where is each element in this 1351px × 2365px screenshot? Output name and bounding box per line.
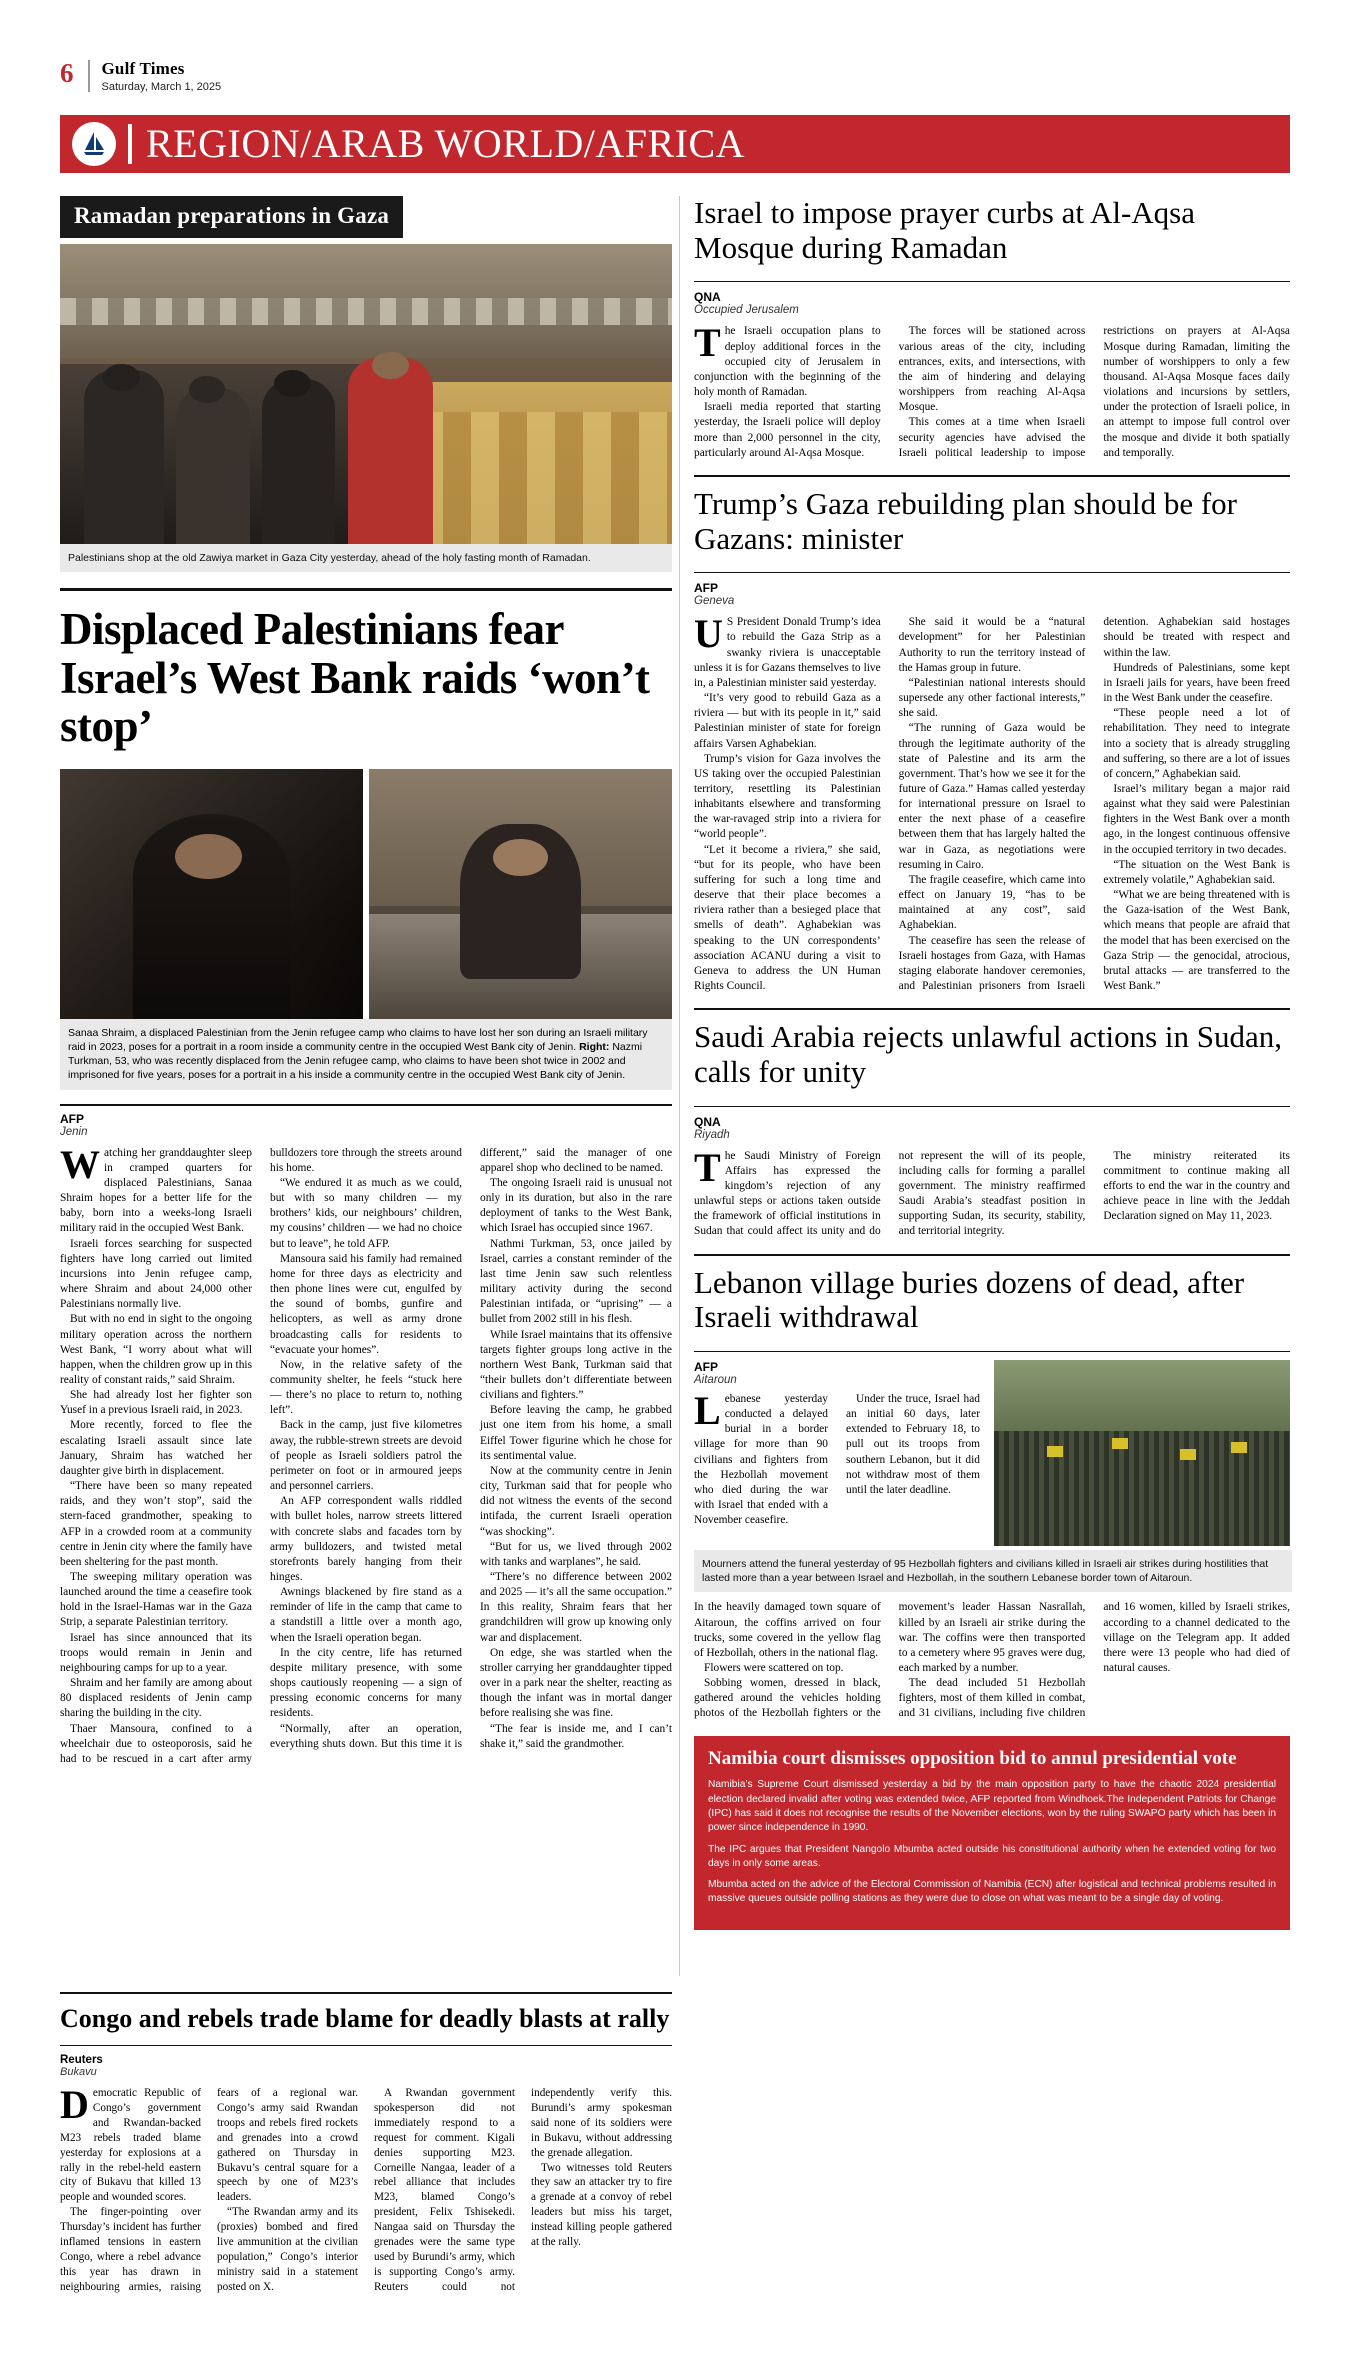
lebanon-photo-wrap [994,1360,1290,1546]
trump-para: “The situation on the West Bank is extremely volatile,” Aghabekian said. [1103,858,1290,886]
trump-para: The ceasefire has seen the release of Israeli hostages from Gaza, with Hamas staging elaborate handover ceremonies, and Palestinian prisoners from Israeli detention. Aghabekian said hostages should be treated with respect and within the law. [898,616,1290,993]
trump-para: Israel’s military began a major raid against what they said were Palestinian fighters in the West Bank over a month ago, in the longest continuous offensive in the occupied territory in two decades. [1103,783,1290,856]
section-banner [60,115,1290,173]
lebanon-para: In the heavily damaged town square of Aitaroun, the coffins arrived on four trucks, some covered in the yellow flag of Hezbollah, others in the national flag. [694,1601,881,1659]
namibia-para: Mbumba acted on the advice of the Electoral Commission of Namibia (ECN) after logistical and technical problems resulted in massive queues outside polling stations as they were due to close on what was meant to be a single day of voting. [708,1879,1276,1905]
congo-para: Two witnesses told Reuters they saw an attacker try to fire a grenade at a convoy of rebel leaders but miss his target, instead killing people gathered at the rally. [531,2161,672,2249]
ramadan-photo-block [60,196,672,572]
congo-para: “The Rwandan army and its (proxies) bombed and fired live ammunition at the civilian population,” Congo’s interior ministry said in a statement posted on X. [217,2206,358,2293]
alaqsa-para: The forces will be stationed across various areas of the city, including entrances, exits, and intersections, with the aim of hindering and delaying worshippers from reaching Al-Aqsa Mosque. [898,325,1086,414]
alaqsa-body [694,320,1290,460]
lead-para: The sweeping military operation was launched around the time a ceasefire took hold in the Israel-Hamas war in the Gaza Strip, a separate Palestinian territory. [60,1571,252,1629]
lebanon-photo-caption: Mourners attend the funeral yesterday of 95 Hezbollah fighters and civilians killed in Israeli air strikes during hostilities that lasted more than a year between Israel and Hezbollah, in the southern Lebanese border town of Aitaroun. [694,1550,1292,1592]
lead-para: Thaer Mansoura, confined to a wheelchair due to osteoporosis, said he had to be rescued in a cart after army bulldozers tore through the streets around his home. [60,1146,462,1765]
ramadan-kicker: Ramadan preparations in Gaza [60,196,403,238]
trump-para: “Let it become a riviera,” she said, “but for its people, who have been suffering for such a long time and deserve that their place becomes a riviera rather than a besieged place that smells of death”. Aghabekian was speaking to the UN correspondents’ association ACANU during a visit to Geneva to address the UN Human Rights Council. [694,843,881,993]
paper-name: Gulf Times [101,59,185,78]
saudi-para: The ministry reiterated its commitment to continue making all efforts to end the war in the country and achieve peace in line with the Jeddah Declaration signed on May 11, 2023. [1103,1149,1290,1223]
lead-para: She had already lost her fighter son Yusef in a previous Israeli raid, in 2023. [60,1389,252,1417]
lebanon-para: Under the truce, Israel had an initial 60 days, later extended to February 18, to pull out its troops from southern Lebanon, but it did not withdraw most of them until the later deadline. [846,1393,980,1496]
lead-para: “The fear is inside me, and I can’t shake it,” said the grandmother. [480,1722,672,1750]
lebanon-body-top [694,1388,980,1528]
lead-para: “There’s no difference between 2002 and 2025 — it’s all the same occupation.” In this reality, Shraim fears that her grandchildren will grow up knowing only war and displacement. [480,1571,672,1644]
alaqsa-byline [694,290,1290,316]
alaqsa-para: This comes at a time when Israeli security agencies have advised the Israeli political leadership to impose restrictions on prayers at Al-Aqsa Mosque during Ramadan, limiting the number of worshippers to only a few thousand. Al-Aqsa Mosque faces daily violations and incursions by settlers, under the protection of Israeli police, in an attempt to impose full control over the mosque and divide it both spatially and temporally. [898,325,1290,459]
lead-para: But with no end in sight to the ongoing military operation across the northern West Bank, “I worry about what will happen, when the children grow up in this reality of constant raids,” said Shraim. [60,1313,252,1386]
namibia-headline: Namibia court dismisses opposition bid to annul presidential vote [708,1747,1237,1769]
lebanon-para: The dead included 51 Hezbollah fighters, most of them killed in combat, and 31 civilians, including five children and 16 women, killed by Israeli strikes, according to a channel dedicated to the village on the Telegram app. It added there were 13 people who had died of natural causes. [898,1601,1290,1720]
lebanon-body-bottom [694,1600,1290,1721]
lebanon-funeral-photo [994,1360,1290,1546]
lebanon-dateline: Aitaroun [694,1374,737,1386]
lead-para: Nathmi Turkman, 53, once jailed by Israel, carries a constant reminder of the last time Jenin saw such relentless military activity during the second Palestinian intifada, or “uprising” — a bullet from 2002 still in his flesh. [480,1237,672,1326]
lead-para: Now, in the relative safety of the community shelter, he feels “stuck here — there’s no place to return to, nothing left”. [270,1358,462,1417]
lead-para: Shraim and her family are among about 80 displaced residents of Jenin camp sharing the building in the city. [60,1677,252,1720]
lead-para: Israel has since announced that its troops would remain in Jenin and neighbouring camps for up to a year. [60,1631,252,1674]
namibia-body [708,1778,1276,1913]
lead-para: Mansoura said his family had remained home for three days as electricity and then phone lines were cut, engulfed by the sound of bombs, gunfire and helicopters, as well as army drone broadcasting calls for residents to “evacuate your homes”. [270,1252,462,1356]
alaqsa-agency: QNA [694,290,721,305]
namibia-para: The IPC argues that President Nangolo Mbumba acted outside his constitutional authority when he extended voting for two days in only some areas. [708,1843,1276,1869]
column-divider [679,196,680,1976]
trump-headline: Trump’s Gaza rebuilding plan should be for Gazans: minister [694,485,1237,556]
lead-para: Israeli forces searching for suspected fighters have long carried out limited incursions into Jenin refugee camp, where Shraim and about 24,000 other Palestinians normally live. [60,1237,252,1311]
congo-agency: Reuters [60,2054,103,2067]
portrait-photo-left [60,769,363,1019]
lead-para: Now at the community centre in Jenin city, Turkman said that for people who did not witness the events of the second intifada, the current Israeli operation “was shocking”. [480,1464,672,1538]
congo-article [60,1992,672,2295]
banner-divider [128,124,132,164]
congo-rule [60,1992,672,1994]
ramadan-photo-caption: Palestinians shop at the old Zawiya market in Gaza City yesterday, ahead of the holy fasting month of Ramadan. [60,544,672,572]
congo-para: Democratic Republic of Congo’s government and Rwandan-backed M23 rebels traded blame yesterday for explosions at a rally in the rebel-held eastern city of Bukavu that killed 13 people and wounded scores. [60,2082,201,2204]
saudi-byline [694,1115,1290,1141]
saudi-headline: Saudi Arabia rejects unlawful actions in Sudan, calls for unity [694,1019,1283,1089]
trump-agency: AFP [694,581,718,596]
lead-caption-bold: Right: [579,1041,610,1054]
lebanon-rule [694,1254,1290,1266]
trump-para: “These people need a lot of rehabilitation. They need to integrate into a society that is already struggling and suffering, so there are a lot of issues of concern,” Aghabekian said. [1103,707,1290,780]
lebanon-headline: Lebanon village buries dozens of dead, after Israeli withdrawal [694,1264,1245,1335]
lead-photo-caption [60,1019,672,1090]
namibia-para: Namibia’s Supreme Court dismissed yesterday a bid by the main opposition party to have the chaotic 2024 presidential election declared invalid after voting was extended twice, AFP reported from Windhoek.The Independent Patriots for Change (IPC) has said it does not recognise the results of the November elections, won by the ruling SWAPO party which has been in power since independence in 1990. [708,1779,1276,1834]
lebanon-para: Flowers were scattered on top. [704,1661,844,1674]
alaqsa-dateline: Occupied Jerusalem [694,304,799,317]
trump-para: “What we are being threatened with is the Gaza-isation of the West Bank, which means that people are afraid that the model that has been exercised on the Gaza Strip — the genocidal, atrocious, brutal attacks — are transferred to the West Bank.” [1103,889,1290,993]
trump-para: Hundreds of Palestinians, some kept in Israeli jails for years, have been freed in the West Bank under the ceasefire. [1103,661,1290,705]
trump-para: She said it would be a “natural development” for her Palestinian Authority to run the territory instead of the Hamas group in future. [898,616,1086,674]
lead-para: More recently, forced to flee the escalating Israeli assault since late January, Shraim has watched her daughter give birth in displacement. [60,1419,252,1477]
lead-caption-part2: Nazmi Turkman, 53, who was recently displaced from the Jenin refugee camp, who claims to have been shot twice in 2002 and imprisoned for five years, poses for a portrait in a his inside a community centre in the occupied West Bank city of Jenin. [68,1041,643,1082]
alaqsa-para: The Israeli occupation plans to deploy additional forces in the occupied city of Jerusalem in conjunction with the beginning of the holy month of Ramadan. [694,320,881,399]
saudi-para: The Saudi Ministry of Foreign Affairs has expressed the kingdom’s rejection of any unlawful steps or actions taken outside the framework of official institutions in Sudan that could affect its unity and do not represent the will of its people, including calls for forming a parallel government. The ministry reaffirmed Saudi Arabia’s steadfast position in supporting Sudan, its security, stability, and territorial integrity. [694,1144,1086,1238]
congo-headline: Congo and rebels trade blame for deadly blasts at rally [60,2004,670,2033]
lead-para: “There have been so many repeated raids, and they won’t stop”, said the stern-faced grandmother, speaking to AFP in a crowded room at a community centre in Jenin city where the family have been sheltering for the past month. [60,1480,252,1568]
saudi-agency: QNA [694,1114,721,1129]
lead-para: In the city centre, life has returned despite military presence, with some shops cautiously reopening — a sign of pressing economic concerns for many residents. [270,1646,462,1720]
page-folio: 6 [60,58,74,88]
alaqsa-para: Israeli media reported that starting yesterday, the Israeli police will deploy more than 2,000 personnel in the city, particularly around Al-Aqsa Mosque. [694,401,881,459]
lead-body [60,1141,672,1767]
lead-para: Awnings blackened by fire stand as a reminder of life in the camp that came to a standstill a little over a month ago, when the Israeli operation began. [270,1586,462,1644]
lead-para: The ongoing Israeli raid is unusual not only in its duration, but also in the rare deployment of tanks to the West Bank, which Israel has occupied since 1967. [480,1176,672,1235]
congo-para: The finger-pointing over Thursday’s incident has further inflamed tensions in eastern Congo, where a rebel advance this year has drawn in neighbouring armies, raising fears of a regional war. Congo’s army said Rwandan troops and rebels fired rockets and grenades into a crowd gathered on Thursday in Bukavu’s central square for a speech by one of M23’s leaders. [60,2087,358,2293]
trump-dateline: Geneva [694,595,735,608]
lead-headline: Displaced Palestinians fear Israel’s West Bank raids ‘won’t stop’ [60,604,650,752]
lebanon-para: Lebanese yesterday conducted a delayed burial in a border village for more than 90 civilians and fighters from the Hezbollah movement who died during the war with Israel that ended with a November ceasefire. [694,1388,828,1527]
lebanon-top-row [694,1360,1290,1546]
lead-para: “We endured it as much as we could, but with so many children — my brothers’ kids, our neighbours’ children, my cousins’ children — we had no choice but to leave”, he told AFP. [270,1176,462,1250]
masthead [60,60,1290,100]
lead-agency: AFP [60,1111,84,1126]
lead-para: On edge, she was startled when the stroller carrying her granddaughter tipped over in a park near the shelter, reacting as though the infant was in mortal danger before realising she was fine. [480,1646,672,1720]
trump-para: “It’s very good to rebuild Gaza as a riviera — but with its people in it,” said Palestinian minister of state for foreign affairs Varsen Aghabekian. [694,692,881,750]
alaqsa-headline: Israel to impose prayer curbs at Al-Aqsa Mosque during Ramadan [694,195,1196,265]
congo-body [60,2082,672,2294]
lebanon-byline [694,1360,980,1386]
lead-para: While Israel maintains that its offensive targets fighter groups long active in the northern West Bank, Turkman said that “their bullets don’t differentiate between civilians and fighters.” [480,1328,672,1402]
congo-para: A Rwandan government spokesperson did not immediately respond to a request for comment. Kigali denies supporting M23. Corneille Nangaa, leader of a rebel alliance that includes M23, blamed Congo’s president, Felix Tshisekedi. Nangaa said on Thursday the grenades were the same type used by Burundi’s army, which is supporting Congo’s army. Reuters could not independently verify this. Burundi’s army spokesman said none of its soldiers were in Bukavu, without addressing the grenade allegation. [374,2087,672,2293]
trump-para: Trump’s vision for Gaza involves the US taking over the occupied Palestinian territory, resettling its Palestinian inhabitants elsewhere and transforming the war-ravaged strip into a riviera for “world people”. [694,752,881,841]
trump-para: “The running of Gaza would be through the legitimate authority of the state of Palestine and its arm the government. That’s how we see it for the future of Gaza.” Hamas called yesterday for international pressure on Israel to enter the next phase of a ceasefire between them that has largely halted the war in Gaza, as negotiations were resuming in Cairo. [898,722,1086,871]
right-column [694,196,1290,1930]
ramadan-market-photo [60,244,672,544]
lead-para: An AFP correspondent walls riddled with bullet holes, narrow streets littered with concrete slabs and facades torn by army bulldozers, and twisted metal storefronts barely hanging from their hinges. [270,1495,462,1584]
lead-para: Back in the camp, just five kilometres away, the rubble-strewn streets are devoid of people as Israeli soldiers patrol the perimeter on foot or in armoured jeeps and personnel carriers. [270,1419,462,1493]
paper-date: Saturday, March 1, 2025 [101,80,222,93]
lead-caption-part1: Sanaa Shraim, a displaced Palestinian from the Jenin refugee camp who claims to have lost her son during an Israeli military raid in 2023, poses for a portrait in a room inside a community centre in the occupied West Bank city of Jenin. [68,1026,648,1054]
lead-para: Watching her granddaughter sleep in cramped quarters for displaced Palestinians, Sanaa Shraim hopes for a better life for the baby, born into a weeks-long Israeli military raid in the occupied West Bank. [60,1141,252,1235]
trump-body [694,611,1290,994]
lebanon-para: Sobbing women, dressed in black, gathered around the vehicles holding photos of the Hezbollah fighters or the movement’s leader Hassan Nasrallah, killed by an Israeli air strike during the war. The coffins were then transported to a cemetery where 95 graves were dug, each marked by a number. [694,1601,1086,1720]
trump-para: US President Donald Trump’s idea to rebuild the Gaza Strip as a swanky riviera is unacceptable unless it is for Gazans themselves to live in, a Palestinian minister said yesterday. [694,611,881,689]
lead-rule [60,588,672,591]
lead-para: Before leaving the camp, he grabbed just one item from his home, a small Eiffel Tower figurine which he chose for its sentimental value. [480,1404,672,1462]
lead-para: “Normally, after an operation, everything shuts down. But this time it is different,” said the manager of one apparel shop who declined to be named. [270,1146,672,1750]
lead-dateline: Jenin [60,1125,88,1138]
left-column [60,196,672,1767]
trump-para: “Palestinian national interests should supersede any other factional interests,” she said. [898,676,1086,720]
lebanon-agency: AFP [694,1360,718,1374]
saudi-body [694,1144,1290,1240]
lead-byline [60,1104,672,1138]
namibia-box [694,1736,1290,1930]
portrait-photo-right [369,769,672,1019]
congo-byline [60,2054,672,2078]
saudi-dateline: Riyadh [694,1128,730,1141]
lead-photo-pair [60,769,672,1019]
section-title: REGION/ARAB WORLD/AFRICA [146,121,746,166]
congo-dateline: Bukavu [60,2066,97,2079]
lead-para: “But for us, we lived through 2002 with tanks and warplanes”, he said. [480,1540,672,1568]
gulf-times-sail-logo-icon [66,121,122,167]
trump-para: The fragile ceasefire, which came into effect on January 19, “has to be maintained at any cost”, said Aghabekian. [898,873,1086,932]
trump-byline [694,581,1290,607]
masthead-divider [88,60,90,92]
